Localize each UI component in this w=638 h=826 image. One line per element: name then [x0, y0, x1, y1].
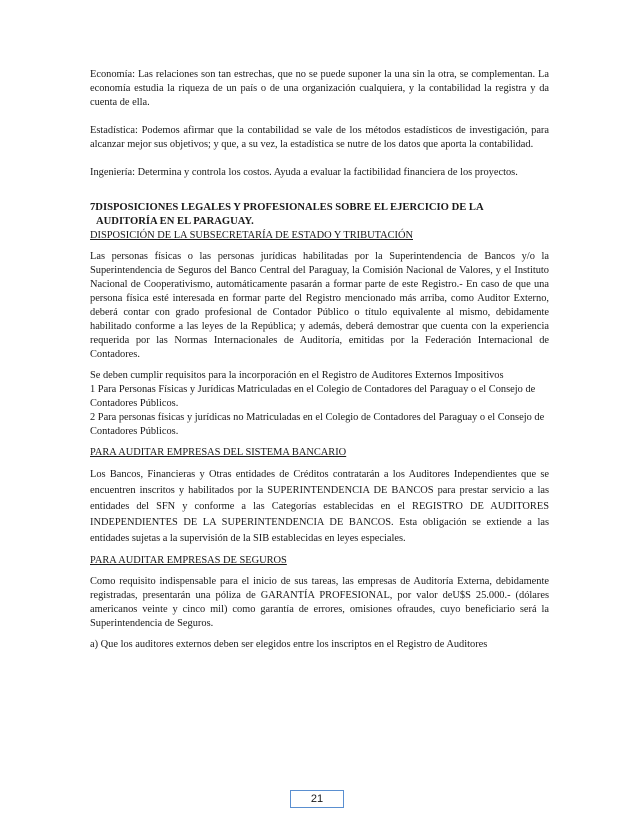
- paragraph-auditores-externos: a) Que los auditores externos deben ser elegidos entre los inscriptos en el Registro de Auditores: [90, 639, 488, 650]
- paragraph-registro: Las personas físicas o las personas jurídicas habilitadas por la Superintendencia de Bancos y/o la Superintendencia de Seguros del Banco Central del Paraguay, la Comisión Nacional de Valores, y el Instituto Nacional de Cooperativismo, automáticamente pasarán a formar parte de este Registro.- En caso de que una persona física esté interesada en formar parte del Registro mencionado más arriba, como Auditor Externo, deberá contar con grado profesional de Contador Público o título equivalente al mismo, debidamente habilitado conforme a las leyes de la República; y además, deberá demostrar que cuenta con la experiencia requerida por las Normas Internacionales de Auditoría, emitidas por la Federación Internacional de Contadores.: [90, 251, 549, 360]
- paragraph-estadistica: Estadística: Podemos afirmar que la contabilidad se vale de los métodos estadísticos de investigación, para alcanzar mejor sus objetivos; y que, a su vez, la estadística se nutre de los datos que aporta la contabilidad.: [90, 125, 549, 150]
- section-number: 7: [90, 202, 96, 213]
- document-page: [90, 68, 549, 652]
- paragraph-seguros: Como requisito indispensable para el inicio de sus tareas, las empresas de Auditoría Externa, debidamente registradas, presentarán una póliza de GARANTÍA PROFESIONAL, por valor deU$S 25.000.- (dólares americanos veinte y cinco mil) como garantía de errores, omisiones ofraudes, cuyo beneficiario será la Superintendencia de Seguros.: [90, 576, 549, 629]
- paragraph-requisitos: Se deben cumplir requisitos para la incorporación en el Registro de Auditores Externos Impositivos: [90, 370, 504, 381]
- page-number: 21: [290, 790, 344, 808]
- subheading-seguros: PARA AUDITAR EMPRESAS DE SEGUROS: [90, 555, 287, 566]
- paragraph-ingenieria: Ingeniería: Determina y controla los costos. Ayuda a evaluar la factibilidad financiera de los proyectos.: [90, 167, 518, 178]
- paragraph-bancos: Los Bancos, Financieras y Otras entidades de Créditos contratarán a los Auditores Independientes que se encuentren inscritos y habilitados por la SUPERINTENDENCIA DE BANCOS para prestar servicio a las entidades del SFN y conforme a las Categorías establecidas en el REGISTRO DE AUDITORES INDEPENDIENTES DE LA SUPERINTENDENCIA DE BANCOS. Esta obligación se extiende a las entidades sujetas a la supervisión de la SIB establecidas en leyes especiales.: [90, 469, 549, 544]
- section-heading: [90, 201, 549, 229]
- subheading-sistema-bancario: PARA AUDITAR EMPRESAS DEL SISTEMA BANCARIO: [90, 447, 347, 458]
- paragraph-requisito-1: 1 Para Personas Físicas y Jurídicas Matriculadas en el Colegio de Contadores del Paraguay o el Consejo de Contadores Públicos.: [90, 384, 536, 409]
- subheading-subsecretaria: DISPOSICIÓN DE LA SUBSECRETARÍA DE ESTADO Y TRIBUTACIÓN: [90, 230, 413, 241]
- section-title-line1: DISPOSICIONES LEGALES Y PROFESIONALES SOBRE EL EJERCICIO DE LA: [95, 202, 484, 213]
- paragraph-requisito-2: 2 Para personas físicas y jurídicas no Matriculadas en el Colegio de Contadores del Paraguay o el Consejo de Contadores Públicos.: [90, 412, 545, 437]
- paragraph-economia: Economía: Las relaciones son tan estrechas, que no se puede suponer la una sin la otra, se complementan. La economía estudia la riqueza de un país o de una organización cualquiera, y la contabilidad la registra y da cuenta de ella.: [90, 69, 549, 108]
- section-title-line2: AUDITORÍA EN EL PARAGUAY.: [96, 216, 254, 227]
